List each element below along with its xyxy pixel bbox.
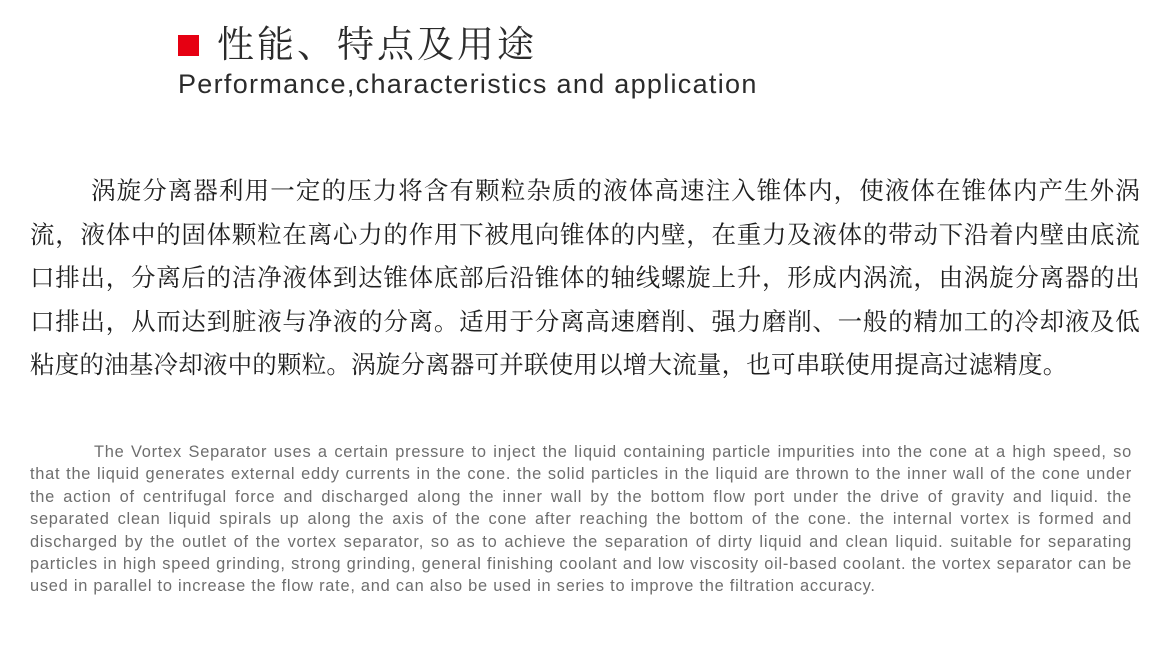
title-row — [178, 22, 758, 68]
section-title-en: Performance,characteristics and application — [178, 69, 758, 99]
description-paragraph-en: The Vortex Separator uses a certain pressure to inject the liquid containing particle impurities into the cone at a high speed, so that the liquid generates external eddy currents in the cone. the solid particles in the liquid are thrown to the inner wall of the cone under the action of centrifugal force and discharged along the inner wall by the bottom flow port under the drive of gravity and liquid. the separated clean liquid spirals up along the axis of the cone after reaching the bottom of the cone. the internal vortex is formed and discharged by the outlet of the vortex separator, so as to achieve the separation of dirty liquid and clean liquid. suitable for separating particles in high speed grinding, strong grinding, general finishing coolant and low viscosity oil-based coolant. the vortex separator can be used in parallel to increase the flow rate, and can also be used in series to improve the filtration accuracy. — [30, 443, 1132, 596]
section-title-cn: 性能、特点及用途 — [217, 23, 537, 66]
section-header — [178, 22, 758, 100]
description-paragraph-cn: 涡旋分离器利用一定的压力将含有颗粒杂质的液体高速注入锥体内，使液体在锥体内产生外涡流，液体中的固体颗粒在离心力的作用下被甩向锥体的内壁，在重力及液体的带动下沿着内壁由底流口排出，分离后的洁净液体到达锥体底部后沿锥体的轴线螺旋上升，形成内涡流，由涡旋分离器的出口排出，从而达到脏液与净液的分离。适用于分离高速磨削、强力磨削、一般的精加工的冷却液及低粘度的油基冷却液中的颗粒。涡旋分离器可并联使用以增大流量，也可串联使用提高过滤精度。 — [30, 176, 1140, 379]
red-square-icon — [178, 35, 199, 56]
